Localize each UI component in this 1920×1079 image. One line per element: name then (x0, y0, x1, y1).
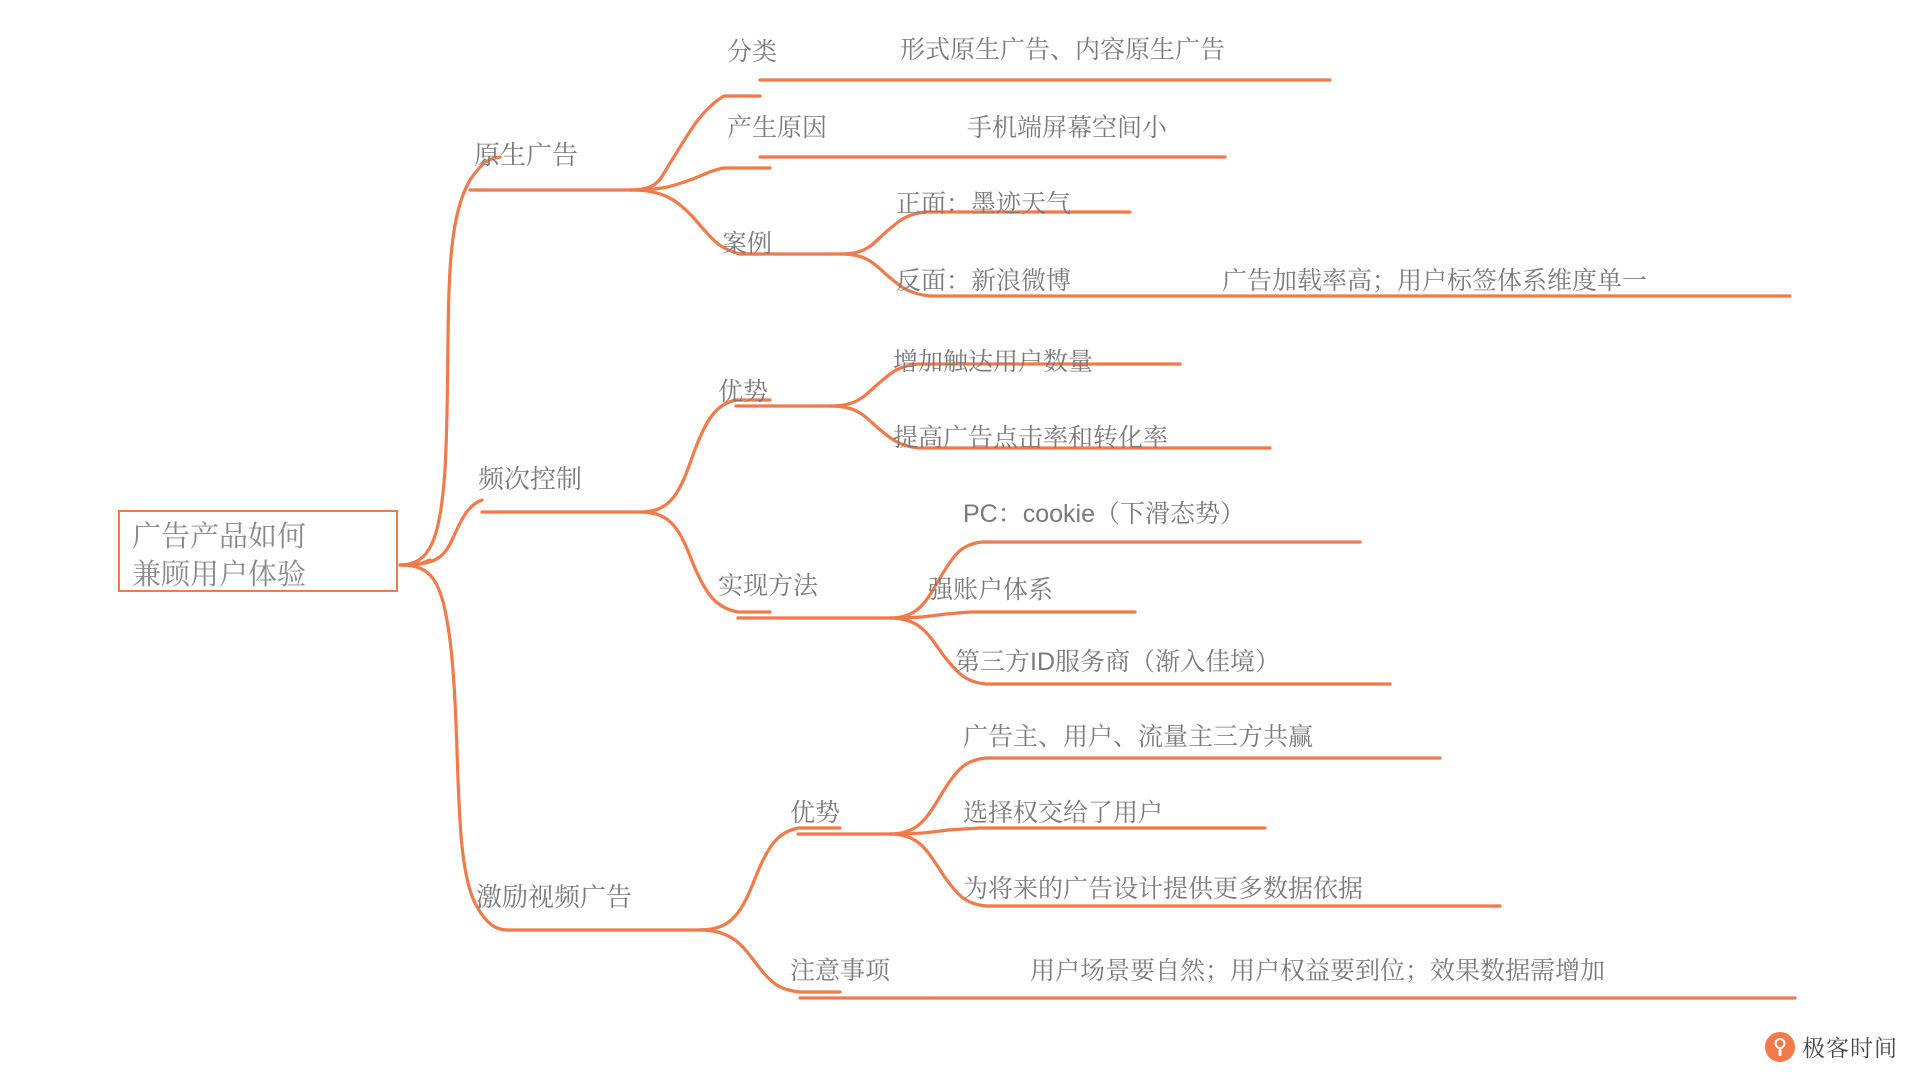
leaf-method-cookie[interactable]: PC：cookie（下滑态势） (963, 500, 1245, 528)
leaf-native-case-negative[interactable]: 反面：新浪微博 (896, 267, 1072, 295)
leaf-rewarded-winwin[interactable]: 广告主、用户、流量主三方共赢 (963, 723, 1314, 751)
branch-native-ads[interactable]: 原生广告 (474, 140, 579, 170)
leaf-method-account-system[interactable]: 强账户体系 (928, 576, 1054, 604)
mindmap-root-node[interactable] (118, 510, 398, 592)
leaf-rewarded-data-basis[interactable]: 为将来的广告设计提供更多数据依据 (963, 875, 1364, 903)
branch-frequency-control[interactable]: 频次控制 (478, 464, 583, 494)
node-frequency-method[interactable]: 实现方法 (718, 572, 819, 600)
leaf-frequency-reach[interactable]: 增加触达用户数量 (893, 348, 1094, 376)
node-rewarded-advantage[interactable]: 优势 (790, 799, 841, 827)
leaf-native-category-types[interactable]: 形式原生广告、内容原生广告 (900, 36, 1226, 64)
leaf-rewarded-notes-detail[interactable]: 用户场景要自然；用户权益要到位；效果数据需增加 (1030, 957, 1606, 985)
leaf-native-case-negative-detail[interactable]: 广告加载率高；用户标签体系维度单一 (1222, 267, 1648, 295)
node-native-case[interactable]: 案例 (722, 230, 773, 258)
watermark (1765, 1030, 1898, 1063)
branch-rewarded-video-ads[interactable]: 激励视频广告 (476, 882, 633, 912)
leaf-native-case-positive[interactable]: 正面：墨迹天气 (896, 190, 1072, 218)
leaf-native-cause-screen[interactable]: 手机端屏幕空间小 (967, 114, 1168, 142)
node-frequency-advantage[interactable]: 优势 (718, 378, 769, 406)
leaf-rewarded-user-choice[interactable]: 选择权交给了用户 (963, 799, 1164, 827)
watermark-label: 极客时间 (1802, 1035, 1898, 1061)
leaf-frequency-ctr[interactable]: 提高广告点击率和转化率 (893, 424, 1169, 452)
node-native-cause[interactable]: 产生原因 (727, 114, 828, 142)
geek-time-logo-icon (1765, 1032, 1795, 1062)
root-label-line1: 广告产品如何 (132, 521, 307, 553)
node-rewarded-notes[interactable]: 注意事项 (790, 957, 891, 985)
leaf-method-third-party-id[interactable]: 第三方ID服务商（渐入佳境） (955, 648, 1281, 676)
node-native-category[interactable]: 分类 (727, 38, 778, 66)
root-label-line2: 兼顾用户体验 (132, 559, 307, 592)
